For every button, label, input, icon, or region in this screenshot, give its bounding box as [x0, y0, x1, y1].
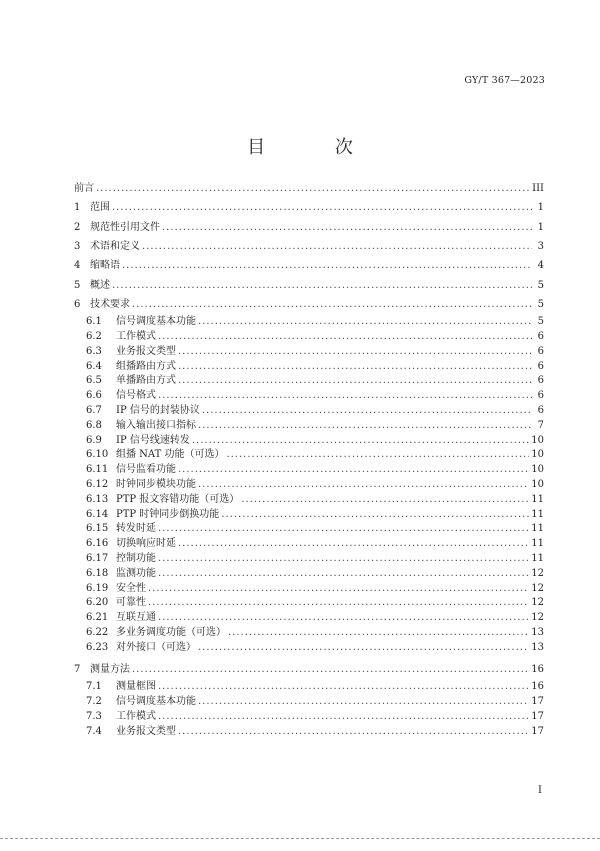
toc-entry-label: 安全性 [116, 582, 146, 594]
toc-entry-number: 6.10 [86, 449, 109, 461]
toc-entry[interactable] [74, 663, 544, 677]
page-title: 目 次 [247, 137, 385, 158]
toc-entry-number: 6.2 [86, 330, 102, 342]
dot-leader [158, 330, 532, 344]
dot-leader [148, 582, 529, 596]
toc-entry-number: 2 [74, 221, 81, 233]
dot-leader [132, 298, 532, 312]
toc-entry-page: 6 [537, 345, 544, 357]
toc-entry[interactable] [86, 389, 544, 403]
toc-entry[interactable] [86, 345, 544, 359]
toc-entry-number: 7.1 [86, 681, 102, 693]
toc-entry[interactable] [74, 259, 544, 273]
toc-entry-page: 6 [537, 330, 544, 342]
dot-leader [162, 221, 532, 235]
toc-entry-number: 7.2 [86, 696, 102, 708]
toc-entry-label: 业务报文类型 [116, 725, 176, 737]
toc-entry-label: 切换响应时延 [116, 538, 176, 550]
toc-entry-label: IP 信号的封装协议 [116, 404, 200, 416]
dot-leader [178, 537, 529, 551]
toc-entry-page: 3 [537, 240, 544, 252]
toc-entry-label: 规范性引用文件 [90, 221, 160, 233]
toc-entry[interactable] [86, 552, 544, 566]
dot-leader [198, 478, 529, 492]
dot-leader [158, 680, 529, 694]
toc-entry-page: 6 [537, 390, 544, 402]
toc-entry-label: 多业务调度功能（可选） [116, 626, 226, 638]
toc-entry-label: 单播路由方式 [116, 375, 176, 387]
toc-entry-page: 11 [531, 508, 544, 520]
toc-entry-number: 6.21 [86, 612, 109, 624]
dot-leader [192, 434, 529, 448]
dot-leader [226, 448, 529, 462]
toc-entry-number: 6.9 [86, 434, 102, 446]
toc-entry[interactable] [86, 641, 544, 655]
toc-entry-page: 6 [537, 375, 544, 387]
toc-entry[interactable] [86, 626, 544, 640]
dot-leader [202, 404, 532, 418]
toc-entry[interactable] [86, 330, 544, 344]
standard-code: GY/T 367—2023 [464, 75, 545, 86]
toc-entry-label: 信号调度基本功能 [116, 696, 196, 708]
toc-entry-page: 10 [531, 449, 544, 461]
toc-entry-page: 7 [537, 419, 544, 431]
toc-entry[interactable] [86, 463, 544, 477]
toc-entry-number: 3 [74, 240, 81, 252]
toc-entry-label: 术语和定义 [90, 240, 140, 252]
toc-entry-number: 6.17 [86, 552, 109, 564]
toc-entry-label: 缩略语 [90, 260, 120, 272]
toc-entry-page: 1 [537, 221, 544, 233]
toc-entry-page: 12 [531, 597, 544, 609]
dot-leader [198, 695, 529, 709]
toc-entry-number: 6.3 [86, 345, 102, 357]
toc-entry[interactable] [74, 240, 544, 254]
toc-entry[interactable] [86, 404, 544, 418]
toc-entry[interactable] [74, 182, 544, 196]
toc-entry[interactable] [86, 448, 544, 462]
toc-entry-label: 信号监看功能 [116, 464, 176, 476]
toc-entry-label: 时钟同步模块功能 [116, 478, 196, 490]
toc-entry[interactable] [86, 695, 544, 709]
dot-leader [178, 374, 532, 388]
toc-entry-page: 4 [537, 260, 544, 272]
toc-entry-label: 测量框图 [116, 681, 156, 693]
bottom-rule [0, 838, 600, 839]
dot-leader [178, 463, 529, 477]
toc-entry[interactable] [86, 508, 544, 522]
toc-entry-number: 6.20 [86, 597, 109, 609]
toc-entry[interactable] [86, 522, 544, 536]
toc-entry-number: 6.18 [86, 567, 109, 579]
dot-leader [158, 389, 532, 403]
toc-entry[interactable] [74, 298, 544, 312]
toc-entry-number: 6.8 [86, 419, 102, 431]
toc-entry-number: 1 [74, 202, 81, 214]
toc-entry[interactable] [74, 279, 544, 293]
dot-leader [198, 315, 532, 329]
toc-entry[interactable] [86, 680, 544, 694]
toc-entry-number: 7.3 [86, 710, 102, 722]
toc-entry-number: 6.4 [86, 360, 102, 372]
dot-leader [178, 360, 532, 374]
toc-entry-label: 转发时延 [116, 523, 156, 535]
toc-entry[interactable] [86, 434, 544, 448]
toc-entry-page: 16 [531, 664, 544, 675]
toc-entry-page: 16 [531, 681, 544, 693]
dot-leader [142, 240, 532, 254]
toc-entry-page: 10 [531, 434, 544, 446]
dot-leader [112, 279, 532, 293]
toc-entry-label: 信号调度基本功能 [116, 316, 196, 328]
dot-leader [148, 596, 529, 610]
toc-entry-number: 7.4 [86, 725, 102, 737]
toc-entry[interactable] [86, 360, 544, 374]
toc-entry-label: 组播路由方式 [116, 360, 176, 372]
toc-entry-number: 6.19 [86, 582, 109, 594]
toc-entry-label: 范围 [90, 202, 110, 214]
toc-entry-page: 1 [537, 202, 544, 214]
dot-leader [241, 493, 529, 507]
toc-entry-label: 组播 NAT 功能（可选） [116, 449, 225, 461]
toc-entry-label: IP 信号线速转发 [116, 434, 190, 446]
dot-leader [158, 522, 529, 536]
toc-entry[interactable] [86, 315, 544, 329]
toc-entry-page: 5 [537, 316, 544, 328]
dot-leader [178, 725, 529, 739]
toc-entry-page: 11 [531, 538, 544, 550]
toc-entry-number: 6.15 [86, 523, 109, 535]
toc-entry[interactable] [86, 493, 544, 507]
toc-entry-page: 13 [531, 626, 544, 638]
toc-entry-page: 10 [531, 464, 544, 476]
dot-leader [228, 626, 529, 640]
toc-entry-page: 11 [531, 552, 544, 564]
toc-entry-label: 测量方法 [90, 664, 130, 675]
toc-entry-number: 6.12 [86, 478, 109, 490]
dot-leader [132, 663, 529, 677]
toc-entry[interactable] [86, 567, 544, 581]
toc-entry[interactable] [86, 478, 544, 492]
dot-leader [96, 182, 530, 196]
toc-entry-page: 10 [531, 478, 544, 490]
toc-entry-page: 5 [537, 298, 544, 310]
toc-entry-number: 6.16 [86, 538, 109, 550]
dot-leader [122, 259, 532, 273]
toc-entry-page: 12 [531, 582, 544, 594]
toc-entry[interactable] [86, 611, 544, 625]
toc-entry[interactable] [86, 710, 544, 724]
toc-entry-page: III [532, 183, 544, 194]
toc-entry-label: 控制功能 [116, 552, 156, 564]
toc-entry-page: 17 [531, 725, 544, 737]
toc-entry[interactable] [86, 596, 544, 610]
toc-entry-number: 6.13 [86, 493, 109, 505]
toc-entry[interactable] [86, 374, 544, 388]
dot-leader [158, 552, 529, 566]
toc-entry-label: PTP 时钟同步倒换功能 [116, 508, 220, 520]
toc-entry-number: 5 [74, 279, 81, 291]
toc-entry[interactable] [86, 419, 544, 433]
toc-entry-label: 工作模式 [116, 330, 156, 342]
toc-entry-label: PTP 报文容错功能（可选） [116, 493, 240, 505]
toc-entry-label: 监测功能 [116, 567, 156, 579]
toc-entry-number: 6.23 [86, 641, 109, 653]
toc-entry-page: 17 [531, 710, 544, 722]
toc-entry-page: 11 [531, 523, 544, 535]
toc-entry-label: 前言 [74, 183, 94, 194]
toc-entry-label: 业务报文类型 [116, 345, 176, 357]
toc-entry-page: 13 [531, 641, 544, 653]
dot-leader [112, 201, 532, 215]
toc-entry-number: 6.1 [86, 316, 102, 328]
toc-entry-number: 4 [74, 260, 81, 272]
toc-entry-label: 技术要求 [90, 298, 130, 310]
toc-entry-label: 可靠性 [116, 597, 146, 609]
toc-entry[interactable] [74, 201, 544, 215]
toc-entry-number: 6.11 [86, 464, 109, 476]
toc-entry-number: 7 [74, 664, 81, 675]
toc-entry-label: 工作模式 [116, 710, 156, 722]
toc-entry-page: 6 [537, 360, 544, 372]
dot-leader [221, 508, 529, 522]
toc-entry-page: 11 [531, 493, 544, 505]
toc-entry-page: 12 [531, 567, 544, 579]
toc-entry-page: 12 [531, 612, 544, 624]
toc-entry-number: 6.7 [86, 404, 102, 416]
toc-entry-label: 互联互通 [116, 612, 156, 624]
dot-leader [198, 641, 529, 655]
toc-entry-number: 6.6 [86, 390, 102, 402]
toc-entry-label: 信号格式 [116, 390, 156, 402]
toc-entry-number: 6.5 [86, 375, 102, 387]
page-number: I [538, 785, 542, 796]
dot-leader [158, 611, 529, 625]
dot-leader [158, 567, 529, 581]
toc-entry[interactable] [74, 221, 544, 235]
toc-entry-page: 5 [537, 279, 544, 291]
toc-entry-page: 6 [537, 404, 544, 416]
dot-leader [198, 419, 532, 433]
toc-entry-number: 6 [74, 298, 81, 310]
toc-entry-label: 概述 [90, 279, 110, 291]
toc-entry-label: 对外接口（可选） [116, 641, 196, 653]
toc-entry-number: 6.14 [86, 508, 109, 520]
toc-entry-page: 17 [531, 696, 544, 708]
toc-entry[interactable] [86, 725, 544, 739]
toc-entry-label: 输入输出接口指标 [116, 419, 196, 431]
dot-leader [178, 345, 532, 359]
toc-entry-number: 6.22 [86, 626, 109, 638]
toc-entry[interactable] [86, 537, 544, 551]
dot-leader [158, 710, 529, 724]
toc-entry[interactable] [86, 582, 544, 596]
